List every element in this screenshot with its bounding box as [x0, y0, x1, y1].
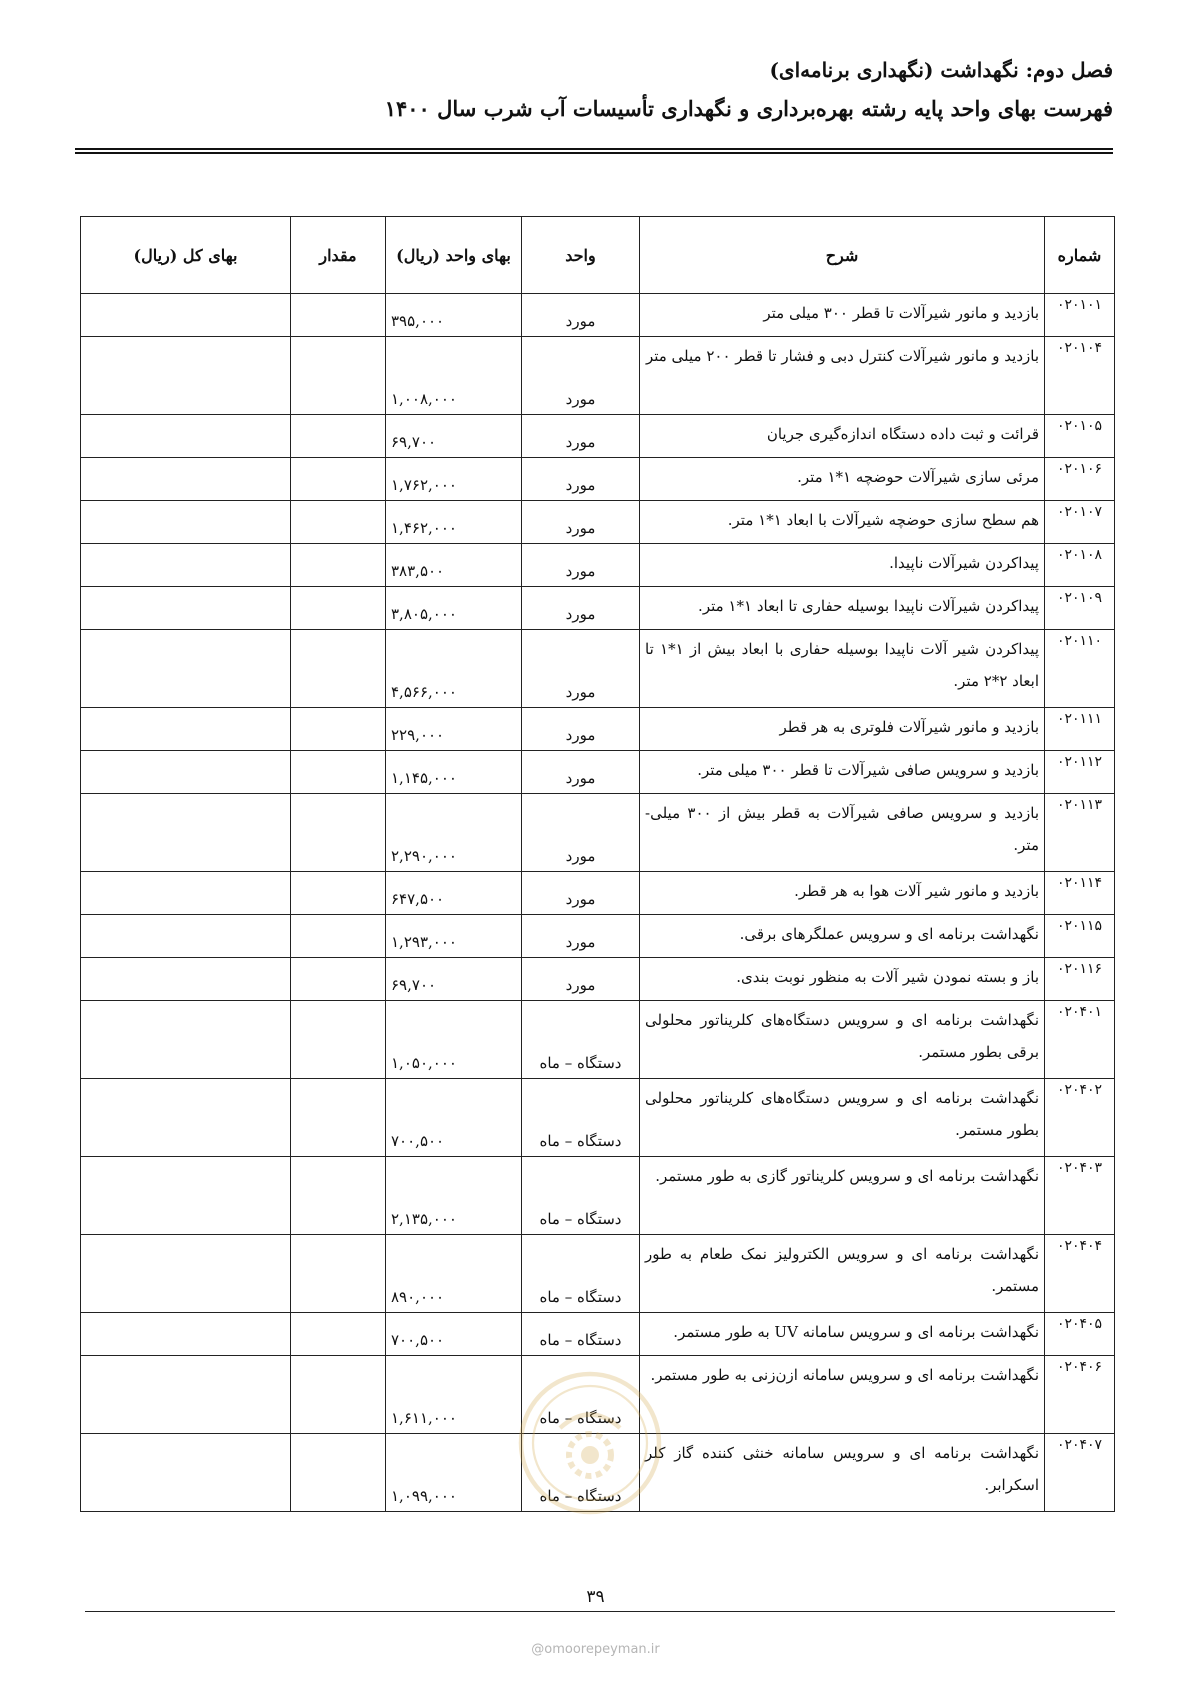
- row-total-price: [81, 915, 291, 958]
- row-unit-price: ۲,۱۳۵,۰۰۰: [386, 1157, 522, 1235]
- row-unit: مورد: [522, 794, 640, 872]
- row-description: نگهداشت برنامه ای و سرویس کلریناتور گازی به طور مستمر.: [640, 1157, 1045, 1235]
- row-unit-price: ۱,۲۹۳,۰۰۰: [386, 915, 522, 958]
- table-row: [81, 915, 1115, 958]
- row-unit-price: ۱,۱۴۵,۰۰۰: [386, 751, 522, 794]
- row-quantity: [291, 1235, 386, 1313]
- document-title: فهرست بهای واحد پایه رشته بهره‌برداری و نگهداری تأسیسات آب شرب سال ۱۴۰۰: [384, 96, 1113, 121]
- row-quantity: [291, 415, 386, 458]
- row-unit-price: ۲۲۹,۰۰۰: [386, 708, 522, 751]
- table-row: [81, 587, 1115, 630]
- row-unit: مورد: [522, 751, 640, 794]
- row-unit: مورد: [522, 294, 640, 337]
- row-quantity: [291, 337, 386, 415]
- row-code: ۰۲۰۱۱۰: [1045, 630, 1115, 708]
- row-total-price: [81, 337, 291, 415]
- row-quantity: [291, 544, 386, 587]
- row-total-price: [81, 630, 291, 708]
- row-quantity: [291, 708, 386, 751]
- row-description: نگهداشت برنامه ای و سرویس عملگرهای برقی.: [640, 915, 1045, 958]
- row-total-price: [81, 1079, 291, 1157]
- row-description: بازدید و مانور شیرآلات فلوتری به هر قطر: [640, 708, 1045, 751]
- row-code: ۰۲۰۱۰۶: [1045, 458, 1115, 501]
- row-total-price: [81, 1356, 291, 1434]
- row-quantity: [291, 915, 386, 958]
- row-quantity: [291, 501, 386, 544]
- row-code: ۰۲۰۴۰۲: [1045, 1079, 1115, 1157]
- row-total-price: [81, 1001, 291, 1079]
- row-unit-price: ۷۰۰,۵۰۰: [386, 1313, 522, 1356]
- table-row: [81, 458, 1115, 501]
- row-code: ۰۲۰۴۰۷: [1045, 1434, 1115, 1512]
- row-quantity: [291, 1079, 386, 1157]
- row-description: بازدید و مانور شیرآلات تا قطر ۳۰۰ میلی متر: [640, 294, 1045, 337]
- row-unit-price: ۱,۷۶۲,۰۰۰: [386, 458, 522, 501]
- row-total-price: [81, 1235, 291, 1313]
- row-total-price: [81, 501, 291, 544]
- row-description: پیداکردن شیرآلات ناپیدا بوسیله حفاری تا ابعاد ۱*۱ متر.: [640, 587, 1045, 630]
- header-quantity: مقدار: [291, 217, 386, 294]
- row-total-price: [81, 458, 291, 501]
- row-description: بازدید و سرویس صافی شیرآلات به قطر بیش از ۳۰۰ میلی- متر.: [640, 794, 1045, 872]
- row-total-price: [81, 294, 291, 337]
- row-code: ۰۲۰۴۰۴: [1045, 1235, 1115, 1313]
- row-code: ۰۲۰۱۰۱: [1045, 294, 1115, 337]
- row-quantity: [291, 587, 386, 630]
- header-code: شماره: [1045, 217, 1115, 294]
- table-row: [81, 1001, 1115, 1079]
- table-row: [81, 501, 1115, 544]
- row-total-price: [81, 1313, 291, 1356]
- row-total-price: [81, 544, 291, 587]
- row-code: ۰۲۰۱۱۵: [1045, 915, 1115, 958]
- row-total-price: [81, 751, 291, 794]
- row-unit: مورد: [522, 544, 640, 587]
- row-description: نگهداشت برنامه ای و سرویس سامانه ازن‌زنی به طور مستمر.: [640, 1356, 1045, 1434]
- row-description: پیداکردن شیر آلات ناپیدا بوسیله حفاری با ابعاد بیش از ۱*۱ تا ابعاد ۲*۲ متر.: [640, 630, 1045, 708]
- row-quantity: [291, 294, 386, 337]
- table-row: [81, 1235, 1115, 1313]
- row-description: هم سطح سازی حوضچه شیرآلات با ابعاد ۱*۱ متر.: [640, 501, 1045, 544]
- table-row: [81, 1313, 1115, 1356]
- row-description: باز و بسته نمودن شیر آلات به منظور نوبت بندی.: [640, 958, 1045, 1001]
- row-code: ۰۲۰۱۱۱: [1045, 708, 1115, 751]
- row-unit-price: ۳,۸۰۵,۰۰۰: [386, 587, 522, 630]
- row-unit-price: ۷۰۰,۵۰۰: [386, 1079, 522, 1157]
- row-unit: دستگاه – ماه: [522, 1079, 640, 1157]
- table-row: [81, 415, 1115, 458]
- header-rule-bottom: [75, 152, 1113, 154]
- row-quantity: [291, 1001, 386, 1079]
- row-description: نگهداشت برنامه ای و سرویس الکترولیز نمک طعام به طور مستمر.: [640, 1235, 1045, 1313]
- row-code: ۰۲۰۱۰۴: [1045, 337, 1115, 415]
- row-description: پیداکردن شیرآلات ناپیدا.: [640, 544, 1045, 587]
- row-unit: مورد: [522, 872, 640, 915]
- header-total-price: بهای کل (ریال): [81, 217, 291, 294]
- row-description: قرائت و ثبت داده دستگاه اندازه‌گیری جریان: [640, 415, 1045, 458]
- row-unit: مورد: [522, 458, 640, 501]
- row-quantity: [291, 958, 386, 1001]
- header-unit-price: بهای واحد (ریال): [386, 217, 522, 294]
- row-unit-price: ۳۸۳,۵۰۰: [386, 544, 522, 587]
- row-unit-price: ۲,۲۹۰,۰۰۰: [386, 794, 522, 872]
- row-unit: مورد: [522, 915, 640, 958]
- row-quantity: [291, 872, 386, 915]
- row-description: بازدید و سرویس صافی شیرآلات تا قطر ۳۰۰ میلی متر.: [640, 751, 1045, 794]
- table-row: [81, 958, 1115, 1001]
- row-unit-price: ۳۹۵,۰۰۰: [386, 294, 522, 337]
- row-code: ۰۲۰۱۱۶: [1045, 958, 1115, 1001]
- table-row: [81, 630, 1115, 708]
- row-code: ۰۲۰۴۰۱: [1045, 1001, 1115, 1079]
- row-unit-price: ۶۹,۷۰۰: [386, 958, 522, 1001]
- row-unit: مورد: [522, 587, 640, 630]
- row-code: ۰۲۰۱۰۹: [1045, 587, 1115, 630]
- table-row: [81, 337, 1115, 415]
- row-unit: مورد: [522, 501, 640, 544]
- row-unit: دستگاه – ماه: [522, 1235, 640, 1313]
- row-description: نگهداشت برنامه ای و سرویس سامانه خنثی کننده گاز کلر اسکرابر.: [640, 1434, 1045, 1512]
- row-total-price: [81, 1157, 291, 1235]
- row-code: ۰۲۰۱۰۸: [1045, 544, 1115, 587]
- row-description: نگهداشت برنامه ای و سرویس دستگاه‌های کلریناتور محلولی برقی بطور مستمر.: [640, 1001, 1045, 1079]
- row-code: ۰۲۰۴۰۵: [1045, 1313, 1115, 1356]
- site-watermark-text: @omoorepeyman.ir: [531, 1642, 660, 1657]
- page-number: ۳۹: [586, 1587, 605, 1607]
- row-total-price: [81, 794, 291, 872]
- row-unit: مورد: [522, 708, 640, 751]
- row-unit-price: ۱,۴۶۲,۰۰۰: [386, 501, 522, 544]
- row-code: ۰۲۰۱۰۵: [1045, 415, 1115, 458]
- row-quantity: [291, 1313, 386, 1356]
- chapter-heading: فصل دوم: نگهداشت (نگهداری برنامه‌ای): [769, 58, 1113, 82]
- row-description: نگهداشت برنامه ای و سرویس دستگاه‌های کلریناتور محلولی بطور مستمر.: [640, 1079, 1045, 1157]
- table-row: [81, 794, 1115, 872]
- row-total-price: [81, 708, 291, 751]
- row-total-price: [81, 1434, 291, 1512]
- header-description: شرح: [640, 217, 1045, 294]
- row-code: ۰۲۰۱۱۲: [1045, 751, 1115, 794]
- row-unit: دستگاه – ماه: [522, 1434, 640, 1512]
- row-unit-price: ۴,۵۶۶,۰۰۰: [386, 630, 522, 708]
- row-description: بازدید و مانور شیرآلات کنترل دبی و فشار تا قطر ۲۰۰ میلی متر: [640, 337, 1045, 415]
- row-unit: مورد: [522, 958, 640, 1001]
- row-description: نگهداشت برنامه ای و سرویس سامانه UV به طور مستمر.: [640, 1313, 1045, 1356]
- row-unit: دستگاه – ماه: [522, 1157, 640, 1235]
- table-row: [81, 1157, 1115, 1235]
- row-total-price: [81, 587, 291, 630]
- row-unit: مورد: [522, 337, 640, 415]
- row-code: ۰۲۰۴۰۳: [1045, 1157, 1115, 1235]
- table-row: [81, 708, 1115, 751]
- page-header: [75, 58, 1113, 121]
- row-unit-price: ۶۹,۷۰۰: [386, 415, 522, 458]
- row-unit: مورد: [522, 415, 640, 458]
- row-unit: دستگاه – ماه: [522, 1001, 640, 1079]
- row-quantity: [291, 630, 386, 708]
- row-unit: دستگاه – ماه: [522, 1356, 640, 1434]
- footer-rule: [85, 1611, 1115, 1612]
- table-row: [81, 751, 1115, 794]
- row-unit-price: ۶۴۷,۵۰۰: [386, 872, 522, 915]
- row-total-price: [81, 958, 291, 1001]
- row-quantity: [291, 1356, 386, 1434]
- row-code: ۰۲۰۱۱۳: [1045, 794, 1115, 872]
- row-quantity: [291, 794, 386, 872]
- table-row: [81, 544, 1115, 587]
- row-unit-price: ۱,۰۹۹,۰۰۰: [386, 1434, 522, 1512]
- row-quantity: [291, 751, 386, 794]
- header-unit: واحد: [522, 217, 640, 294]
- gear-seal-icon: [515, 1368, 665, 1518]
- row-code: ۰۲۰۴۰۶: [1045, 1356, 1115, 1434]
- row-quantity: [291, 1434, 386, 1512]
- row-quantity: [291, 458, 386, 501]
- row-unit-price: ۸۹۰,۰۰۰: [386, 1235, 522, 1313]
- row-unit-price: ۱,۶۱۱,۰۰۰: [386, 1356, 522, 1434]
- row-unit: دستگاه – ماه: [522, 1313, 640, 1356]
- row-total-price: [81, 872, 291, 915]
- row-description: مرئی سازی شیرآلات حوضچه ۱*۱ متر.: [640, 458, 1045, 501]
- price-list-table: [80, 216, 1115, 1512]
- table-header-row: [81, 217, 1115, 294]
- row-code: ۰۲۰۱۱۴: [1045, 872, 1115, 915]
- row-description: بازدید و مانور شیر آلات هوا به هر قطر.: [640, 872, 1045, 915]
- row-quantity: [291, 1157, 386, 1235]
- table-row: [81, 294, 1115, 337]
- row-code: ۰۲۰۱۰۷: [1045, 501, 1115, 544]
- table-row: [81, 872, 1115, 915]
- row-total-price: [81, 415, 291, 458]
- table-row: [81, 1079, 1115, 1157]
- row-unit-price: ۱,۰۵۰,۰۰۰: [386, 1001, 522, 1079]
- row-unit: مورد: [522, 630, 640, 708]
- header-rule-top: [75, 148, 1113, 150]
- row-unit-price: ۱,۰۰۸,۰۰۰: [386, 337, 522, 415]
